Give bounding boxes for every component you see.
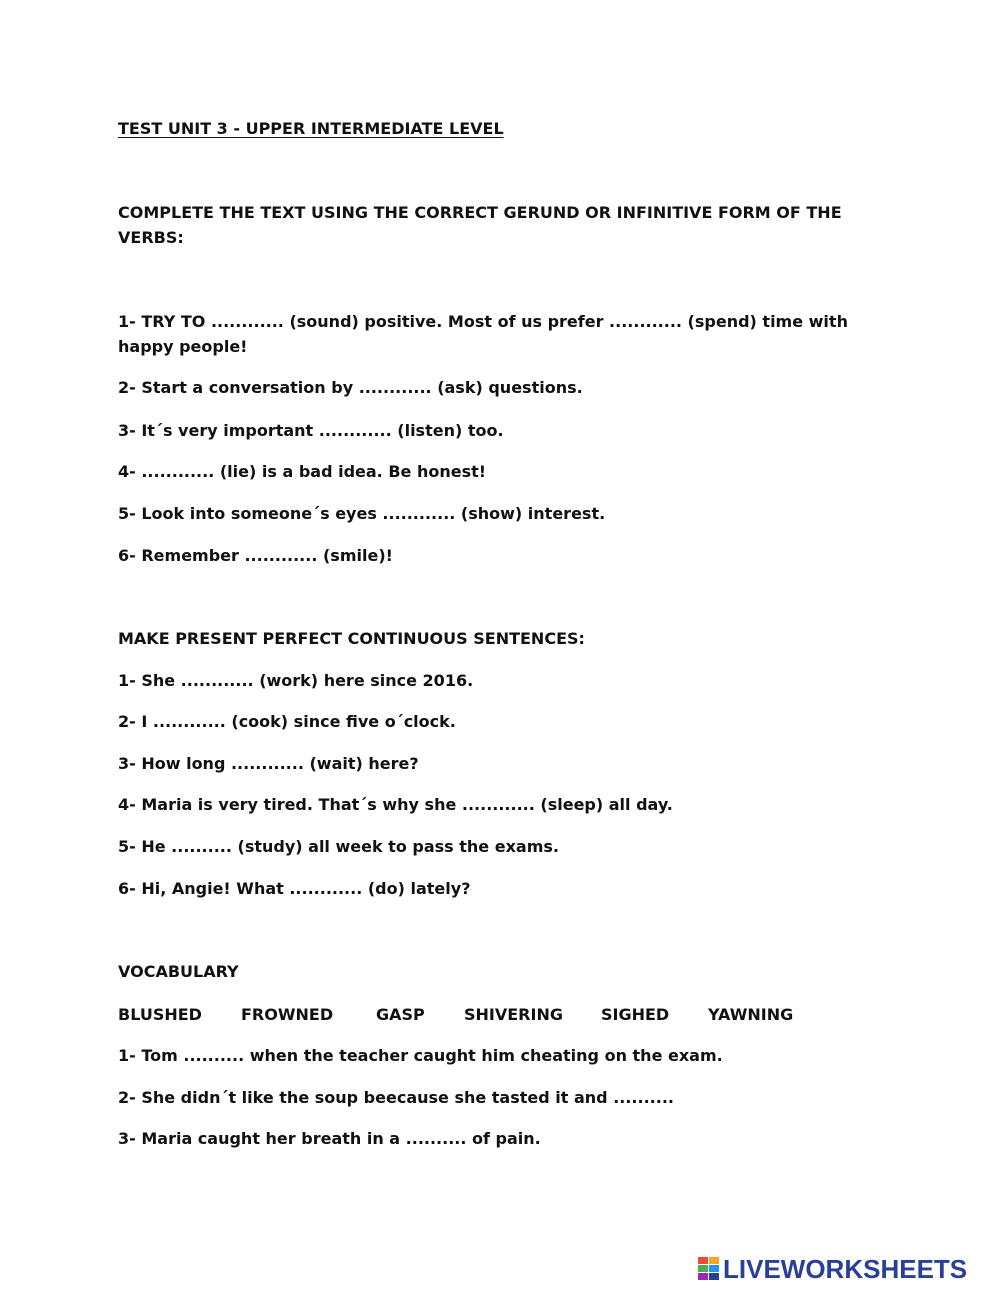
exercise-item: 3- It´s very important ............ (listen) too. bbox=[118, 421, 504, 440]
logo-text: LIVEWORKSHEETS bbox=[723, 1254, 968, 1284]
exercise-item: 6- Hi, Angie! What ............ (do) lately? bbox=[118, 879, 471, 898]
word-bank-item: YAWNING bbox=[708, 1005, 794, 1024]
word-bank-item: BLUSHED bbox=[118, 1005, 202, 1024]
liveworksheets-logo-icon bbox=[698, 1257, 720, 1281]
exercise-item: 5- Look into someone´s eyes ............ (show) interest. bbox=[118, 504, 606, 523]
exercise-item: 1- TRY TO ............ (sound) positive. Most of us prefer ............ (spend) time with happy people! bbox=[118, 312, 848, 356]
exercise-item: 1- She ............ (work) here since 2016. bbox=[118, 671, 474, 690]
liveworksheets-logo bbox=[698, 1254, 994, 1284]
exercise-item: 3- How long ............ (wait) here? bbox=[118, 754, 419, 773]
exercise-item: 1- Tom .......... when the teacher caught him cheating on the exam. bbox=[118, 1046, 723, 1065]
exercise-item: 2- Start a conversation by ............ (ask) questions. bbox=[118, 378, 583, 397]
exercise-item: 3- Maria caught her breath in a .......... of pain. bbox=[118, 1129, 541, 1148]
section-heading-present-perfect: MAKE PRESENT PERFECT CONTINUOUS SENTENCES: bbox=[118, 629, 585, 648]
word-bank-item: GASP bbox=[376, 1005, 425, 1024]
section-heading-gerund-infinitive: COMPLETE THE TEXT USING THE CORRECT GERUND OR INFINITIVE FORM OF THE VERBS: bbox=[118, 203, 842, 247]
exercise-item: 5- He .......... (study) all week to pass the exams. bbox=[118, 837, 559, 856]
page-title: TEST UNIT 3 - UPPER INTERMEDIATE LEVEL bbox=[118, 119, 504, 138]
word-bank-item: SIGHED bbox=[601, 1005, 670, 1024]
word-bank-item: SHIVERING bbox=[464, 1005, 563, 1024]
word-bank-item: FROWNED bbox=[241, 1005, 334, 1024]
word-bank bbox=[118, 1002, 818, 1027]
section-heading-vocabulary: VOCABULARY bbox=[118, 962, 239, 981]
exercise-item: 4- ............ (lie) is a bad idea. Be honest! bbox=[118, 462, 487, 481]
exercise-item: 2- I ............ (cook) since five o´clock. bbox=[118, 712, 456, 731]
exercise-item: 4- Maria is very tired. That´s why she ............ (sleep) all day. bbox=[118, 795, 673, 814]
exercise-item: 2- She didn´t like the soup beecause she tasted it and .......... bbox=[118, 1088, 674, 1107]
exercise-item: 6- Remember ............ (smile)! bbox=[118, 546, 393, 565]
